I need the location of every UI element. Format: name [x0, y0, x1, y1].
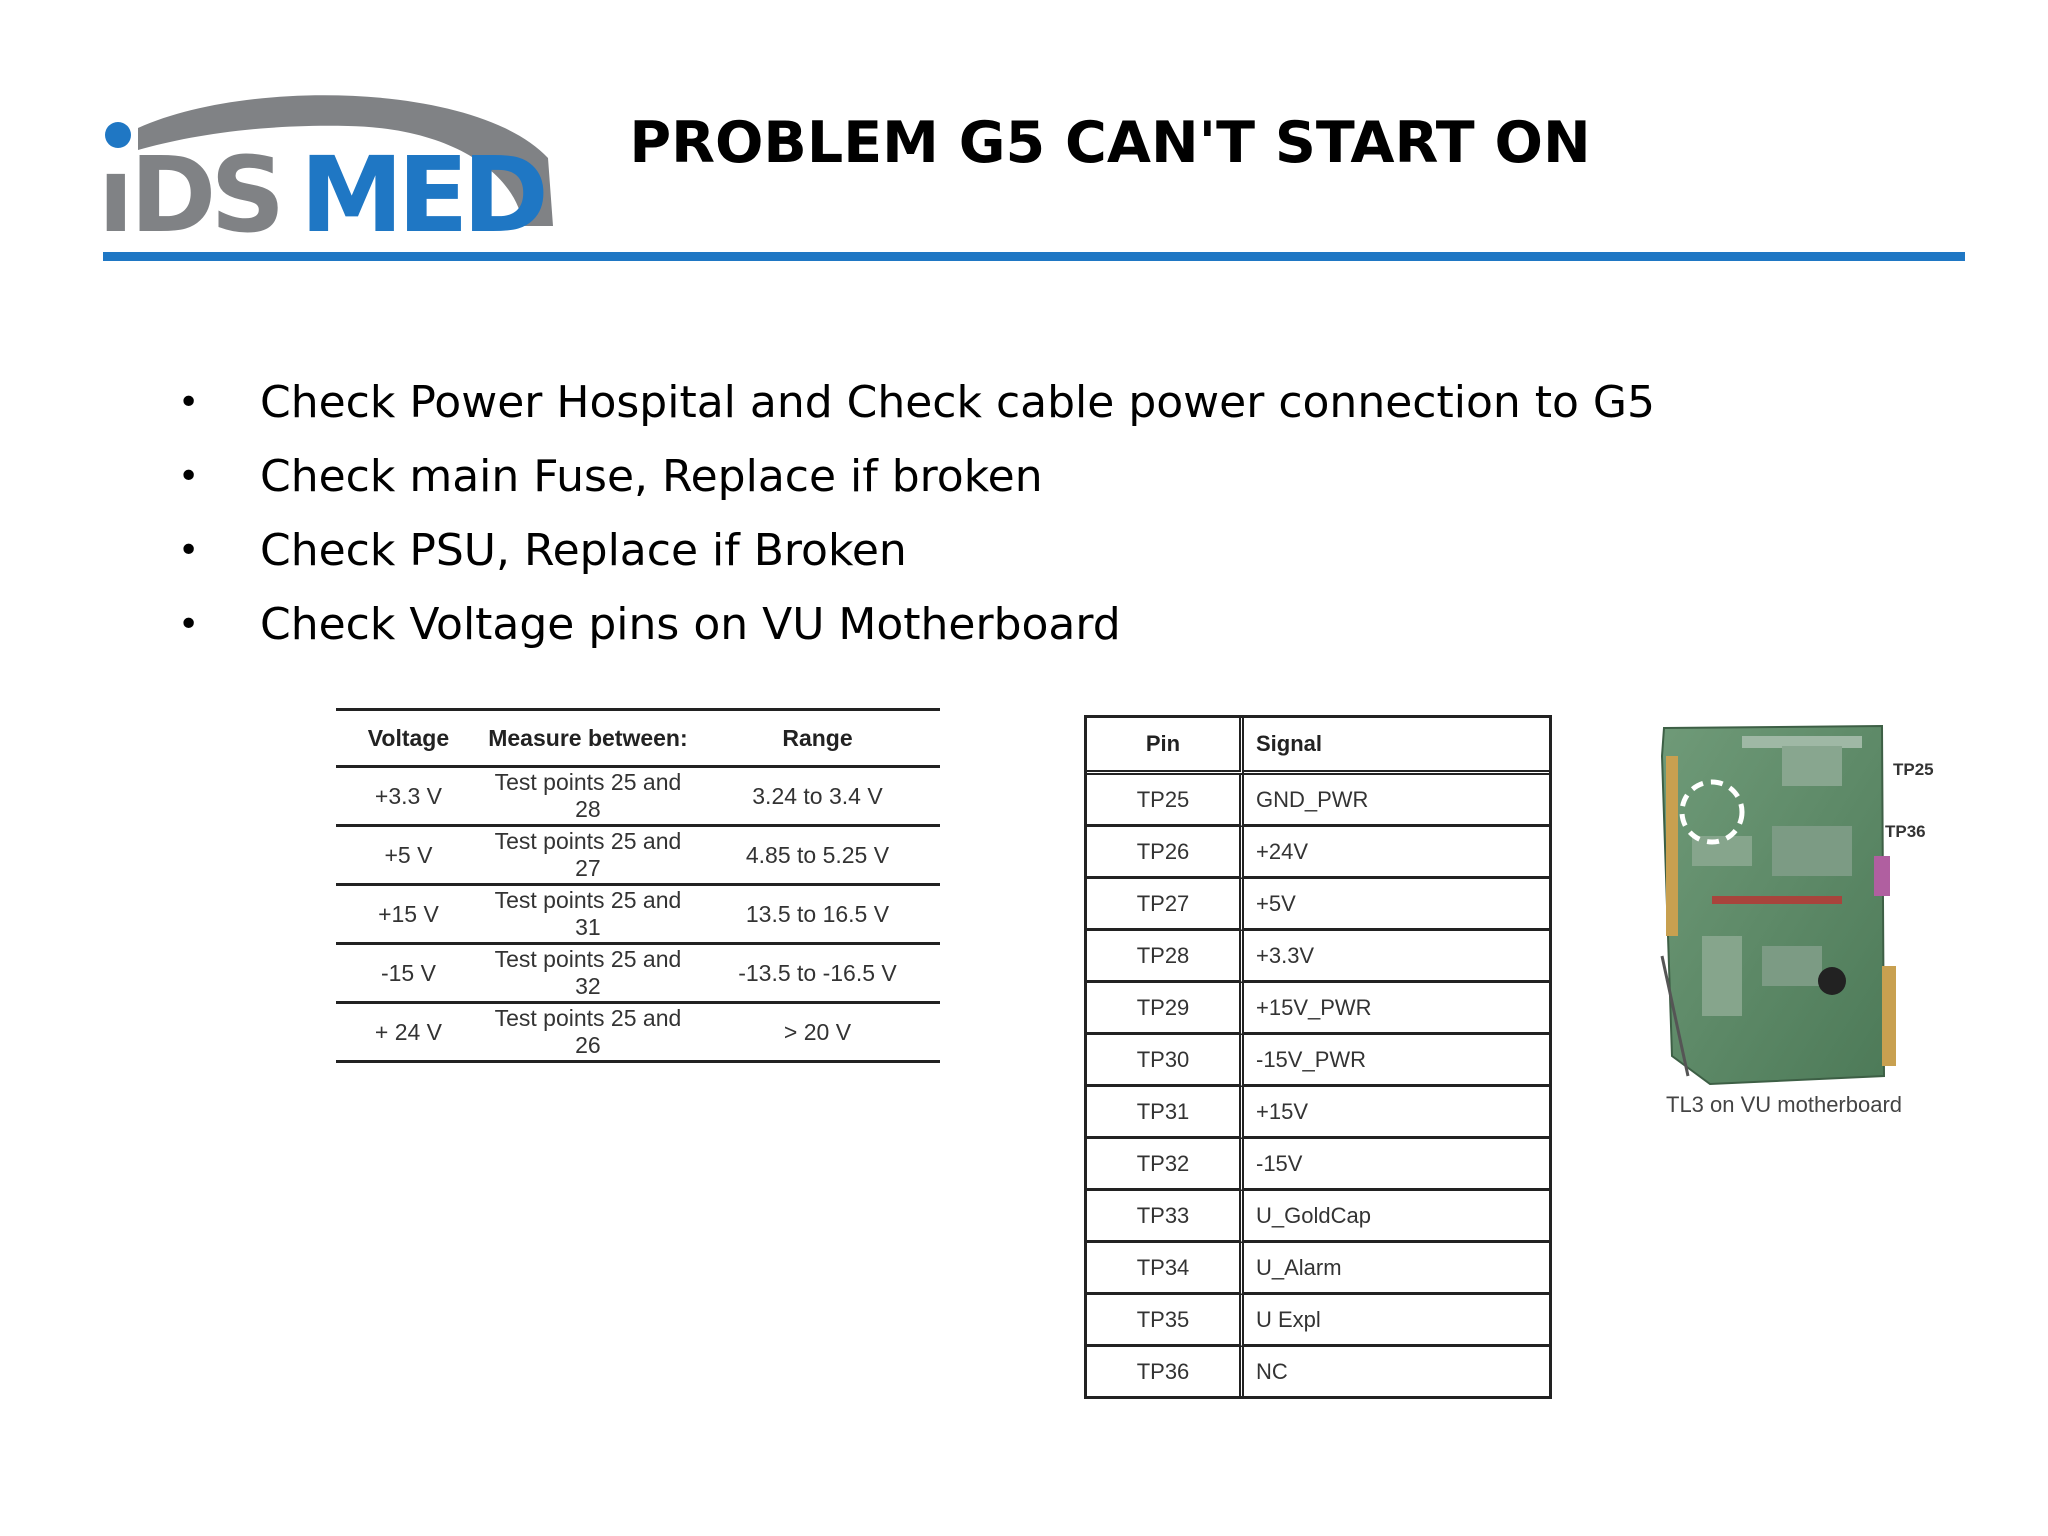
pin-cell: TP28	[1087, 931, 1244, 983]
table-cell: -15 V	[336, 944, 481, 1003]
signal-cell: U_GoldCap	[1244, 1191, 1549, 1243]
table-cell: Test points 25 and 28	[481, 767, 695, 826]
list-item	[178, 516, 1655, 590]
table-row	[1087, 775, 1549, 827]
column-header: Voltage	[336, 710, 481, 767]
table-cell: 4.85 to 5.25 V	[695, 826, 940, 885]
signal-cell: NC	[1256, 1358, 1288, 1384]
bullet-icon: •	[178, 382, 200, 423]
list-item-text: Check Voltage pins on VU Motherboard	[260, 599, 1121, 650]
checklist	[178, 368, 1655, 664]
column-header: Pin	[1087, 718, 1244, 775]
table-row	[1087, 827, 1549, 879]
table-cell: Test points 25 and 27	[481, 826, 695, 885]
pin-cell: TP34	[1087, 1243, 1244, 1295]
signal-cell: GND_PWR	[1244, 775, 1549, 827]
list-item-text: Check main Fuse, Replace if broken	[260, 451, 1043, 502]
table-cell: +5 V	[336, 826, 481, 885]
column-header: Signal	[1244, 718, 1549, 775]
signal-cell: +15V_PWR	[1244, 983, 1549, 1035]
column-header: Measure between:	[481, 710, 695, 767]
table-cell: > 20 V	[695, 1003, 940, 1062]
pin-cell: TP25	[1087, 775, 1244, 827]
svg-text:DS: DS	[130, 134, 280, 238]
table-row	[1087, 1243, 1549, 1295]
table-row	[1087, 1087, 1549, 1139]
signal-cell: +24V	[1244, 827, 1549, 879]
signal-cell: -15V	[1244, 1139, 1549, 1191]
header-divider	[103, 252, 1965, 261]
tp36-label: TP36	[1885, 822, 1926, 841]
table-row	[336, 1003, 940, 1062]
table-cell: +15 V	[336, 885, 481, 944]
pin-cell: TP30	[1087, 1035, 1244, 1087]
signal-cell: -15V_PWR	[1244, 1035, 1549, 1087]
svg-text:ı: ı	[98, 134, 128, 238]
list-item	[178, 442, 1655, 516]
signal-cell: +15V	[1244, 1087, 1549, 1139]
table-row	[1087, 879, 1549, 931]
svg-text:MED: MED	[300, 134, 543, 238]
pin-cell: TP26	[1087, 827, 1244, 879]
signal-cell: U Expl	[1244, 1295, 1549, 1347]
pin-cell: TP29	[1087, 983, 1244, 1035]
table-cell: Test points 25 and 26	[481, 1003, 695, 1062]
table-row	[336, 767, 940, 826]
pin-cell: TP31	[1087, 1087, 1244, 1139]
table-cell: 3.24 to 3.4 V	[695, 767, 940, 826]
table-row	[1087, 1347, 1549, 1396]
signal-cell: +5V	[1244, 879, 1549, 931]
voltage-table	[336, 708, 940, 1063]
table-row	[1087, 1035, 1549, 1087]
pin-cell: TP27	[1087, 879, 1244, 931]
table-row	[1087, 983, 1549, 1035]
table-header-row	[336, 710, 940, 767]
table-row	[1087, 1139, 1549, 1191]
list-item-text: Check Power Hospital and Check cable power connection to G5	[260, 377, 1655, 428]
pin-cell: TP33	[1087, 1191, 1244, 1243]
table-row	[336, 885, 940, 944]
table-cell: + 24 V	[336, 1003, 481, 1062]
table-cell: Test points 25 and 32	[481, 944, 695, 1003]
tp25-label: TP25	[1893, 760, 1934, 779]
signal-cell: +3.3V	[1244, 931, 1549, 983]
column-header: Range	[695, 710, 940, 767]
table-cell: Test points 25 and 31	[481, 885, 695, 944]
table-row	[1087, 1191, 1549, 1243]
bullet-icon: •	[178, 530, 200, 571]
table-row	[1087, 1295, 1549, 1347]
page-title: PROBLEM G5 CAN'T START ON	[629, 110, 1591, 176]
figure-caption: TL3 on VU motherboard	[1666, 1092, 1903, 1117]
list-item	[178, 590, 1655, 664]
pin-cell: TP36	[1087, 1347, 1244, 1396]
table-row	[1087, 931, 1549, 983]
pin-signal-table	[1084, 715, 1552, 1399]
list-item-text: Check PSU, Replace if Broken	[260, 525, 907, 576]
table-row	[336, 826, 940, 885]
bullet-icon: •	[178, 604, 200, 645]
table-cell: 13.5 to 16.5 V	[695, 885, 940, 944]
bullet-icon: •	[178, 456, 200, 497]
pin-cell: TP35	[1087, 1295, 1244, 1347]
signal-cell: U_Alarm	[1244, 1243, 1549, 1295]
vu-motherboard-image	[1592, 716, 1944, 1116]
table-row	[336, 944, 940, 1003]
list-item	[178, 368, 1655, 442]
idsmed-logo	[98, 88, 558, 238]
table-header-row	[1087, 718, 1549, 775]
pin-cell: TP32	[1087, 1139, 1244, 1191]
table-cell: +3.3 V	[336, 767, 481, 826]
table-cell: -13.5 to -16.5 V	[695, 944, 940, 1003]
